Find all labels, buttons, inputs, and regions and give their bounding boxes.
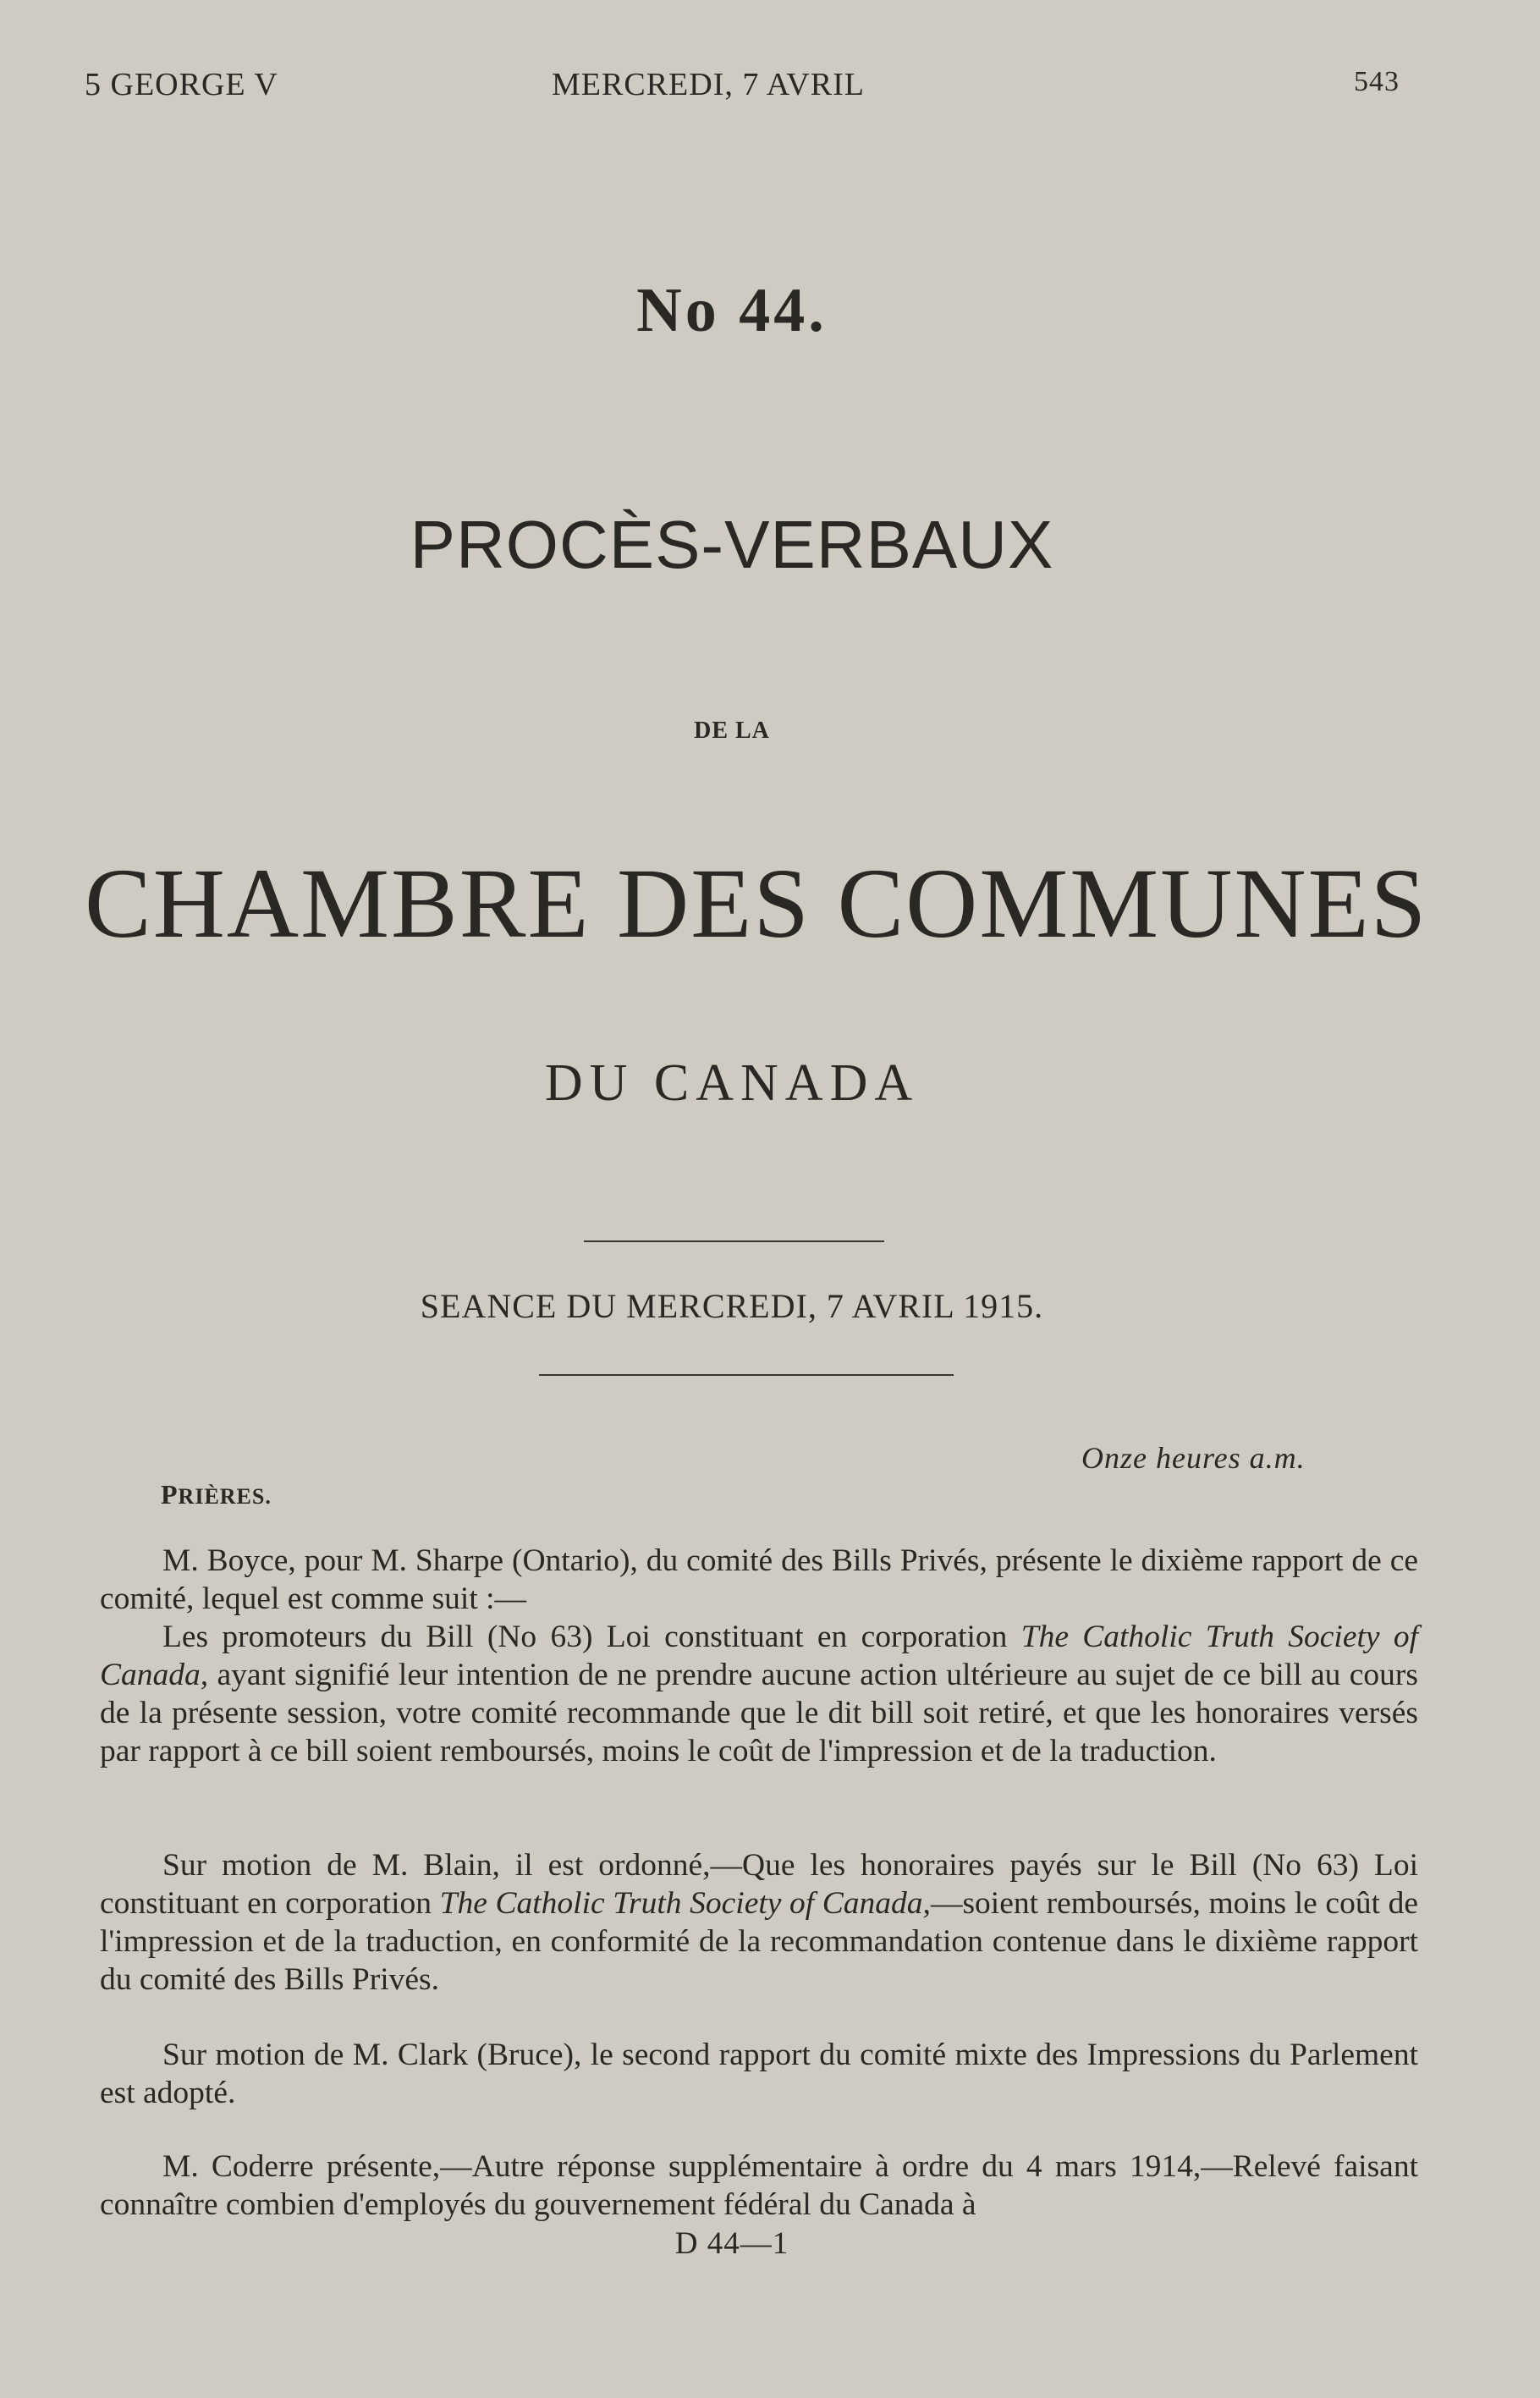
paragraph-blain [100, 1846, 1418, 1999]
paragraph-coderre [100, 2148, 1418, 2224]
title-proces-verbaux: PROCÈS-VERBAUX [410, 507, 1054, 582]
text-run: ayant signifié leur intention de ne prendre aucune action ultérieure au sujet de ce bill au cours de la présente session, votre comité recommande que le dit bill soit retiré, et que les honoraires versés par rapport à ce bill soient remboursés, moins le coût de l'impression et de la traduction. [100, 1658, 1418, 1768]
italic-society-name: The Catholic Truth Society of Canada, [439, 1886, 931, 1921]
signature-mark: D 44—1 [674, 2226, 789, 2261]
divider-bottom [539, 1374, 954, 1376]
issue-number: No 44. [636, 276, 828, 345]
title-chambre-des-communes: CHAMBRE DES COMMUNES [85, 848, 1428, 959]
paragraph-clark-motion [100, 2036, 1418, 2112]
paragraph-promoteurs [100, 1618, 1418, 1770]
paragraph-committee-report [100, 1542, 1418, 1770]
text-run: Sur motion de M. Blain, il est ordonné,—Que les honoraires payés sur le Bill (No 63) Loi constituant en corporation [100, 1848, 1418, 1921]
sitting-heading: SEANCE DU MERCREDI, 7 AVRIL 1915. [420, 1287, 1044, 1325]
divider-top [584, 1240, 884, 1242]
paragraph-blain-motion [100, 1846, 1418, 1999]
text-run: —soient remboursés, moins le coût de l'impression et de la traduction, en conformité de la recommandation contenue dans le dixième rapport du comité des Bills Privés. [100, 1886, 1418, 1997]
header-date: MERCREDI, 7 AVRIL [552, 67, 865, 102]
text-run: Les promoteurs du Bill (No 63) Loi constituant en corporation [162, 1620, 1021, 1654]
prayers-initial: P [161, 1479, 179, 1510]
title-du-canada: DU CANADA [544, 1054, 920, 1112]
paragraph-clark: Sur motion de M. Clark (Bruce), le second rapport du comité mixte des Impressions du Parlement est adopté. [100, 2038, 1418, 2110]
page-number: 543 [1354, 66, 1400, 97]
header-regnal-year: 5 GEORGE V [85, 67, 278, 102]
prayers-rest: RIÈRES. [178, 1484, 272, 1509]
paragraph-coderre-text: M. Coderre présente,—Autre réponse supplémentaire à ordre du 4 mars 1914,—Relevé faisant connaître combien d'employés du gouvernement fédéral du Canada à [100, 2149, 1418, 2222]
paragraph-boyce: M. Boyce, pour M. Sharpe (Ontario), du comité des Bills Privés, présente le dixième rapport de ce comité, lequel est comme suit :— [100, 1543, 1418, 1616]
sitting-time: Onze heures a.m. [1081, 1441, 1306, 1475]
prayers-heading [161, 1479, 272, 1510]
italic-society-name: The Catholic Truth Society of Canada, [100, 1620, 1418, 1692]
title-de-la: DE LA [694, 718, 770, 744]
